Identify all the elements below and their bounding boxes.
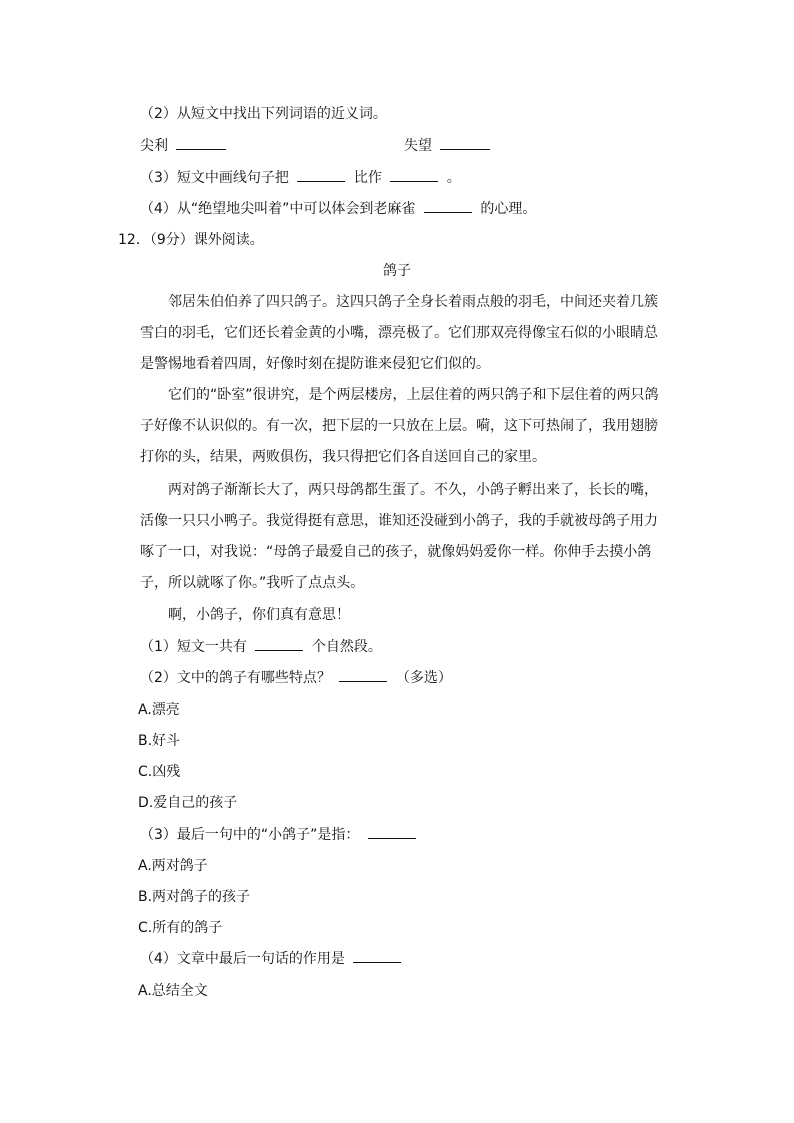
s2-text-b: （多选） [395,670,452,686]
answer-blank[interactable] [255,637,303,651]
answer-blank[interactable] [176,136,226,150]
passage-paragraph-1: 邻居朱伯伯养了四只鸽子。这四只鸽子全身长着雨点般的羽毛，中间还夹着几簇雪白的羽毛，它们还长着金黄的小嘴，漂亮极了。它们那双亮得像宝石似的小眼睛总是警惕地看着四周，好像时刻在提防谁来侵犯它们似的。 [140,294,658,372]
option-item: B.两对鸽子的孩子 [138,889,251,905]
sub3-text-c: 。 [446,170,461,186]
answer-blank[interactable] [297,168,345,182]
word-a: 尖利 [140,138,168,154]
answer-blank[interactable] [353,949,401,963]
q12-sub-1 [140,637,382,657]
q12-sub-3 [140,825,420,845]
sub-question-4 [140,199,536,219]
word-b: 失望 [404,138,432,154]
passage-paragraph-4: 啊，小鸽子，你们真有意思！ [168,607,350,623]
q12-sub-2 [140,668,452,688]
answer-blank[interactable] [339,668,387,682]
option-item: A.两对鸽子 [138,858,208,874]
option-item: B.好斗 [138,733,181,749]
s2-text-a: （2）文中的鸽子有哪些特点？ [140,670,331,686]
s1-text-a: （1）短文一共有 [140,639,247,655]
synonym-row-b [404,136,494,156]
option-item: C.所有的鸽子 [138,920,223,936]
option-item: D.爱自己的孩子 [138,795,238,811]
passage-paragraph-2: 它们的“卧室”很讲究，是个两层楼房，上层住着的两只鸽子和下层住着的两只鸽子好像不认识似的。有一次，把下层的一只放在上层。嗬，这下可热闹了，我用翅膀打你的头，结果，两败俱伤，我只得把它们各自送回自己的家里。 [140,387,659,465]
s1-text-b: 个自然段。 [311,639,382,655]
answer-blank[interactable] [440,136,490,150]
sub4-text-b: 的心理。 [480,201,537,217]
q12-sub-4 [140,949,405,969]
question-12-header: 12．（9分）课外阅读。 [118,232,264,248]
s4-text-a: （4）文章中最后一句话的作用是 [140,951,345,967]
synonym-row [140,136,230,156]
passage-paragraph-3: 两对鸽子渐渐长大了，两只母鸽都生蛋了。不久，小鸽子孵出来了，长长的嘴，活像一只只小鸭子。我觉得挺有意思，谁知还没碰到小鸽子，我的手就被母鸽子用力啄了一口，对我说：“母鸽子最爱自己的孩子，就像妈妈爱你一样。你伸手去摸小鸽子，所以就啄了你。”我听了点点头。 [140,482,658,591]
answer-blank[interactable] [424,199,472,213]
sub-question-3 [140,168,461,188]
answer-blank[interactable] [368,825,416,839]
sub3-text-a: （3）短文中画线句子把 [140,170,289,186]
s3-text-a: （3）最后一句中的“小鸽子”是指： [140,827,360,843]
sub3-text-b: 比作 [353,170,382,186]
sub4-text-a: （4）从“绝望地尖叫着”中可以体会到老麻雀 [140,201,416,217]
option-item: A.漂亮 [138,702,180,718]
passage-title: 鸽子 [383,263,411,279]
sub-question-2: （2）从短文中找出下列词语的近义词。 [140,106,387,122]
option-item: A.总结全文 [138,983,208,999]
option-item: C.凶残 [138,764,181,780]
answer-blank[interactable] [390,168,438,182]
